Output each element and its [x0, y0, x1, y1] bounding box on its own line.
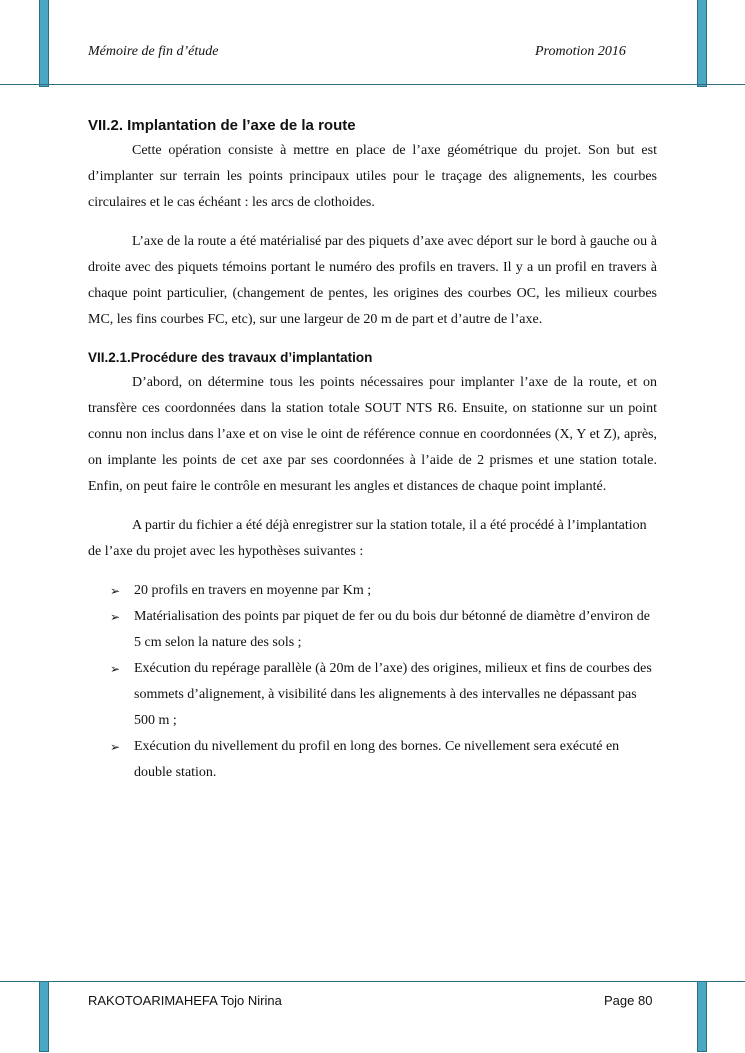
header-right-text: Promotion 2016	[535, 44, 626, 59]
footer-left-bar	[39, 981, 49, 1052]
paragraph: A partir du fichier a été déjà enregistrer sur la station totale, il a été procédé à l’implantation de l’axe du projet avec les hypothèses suivantes :	[88, 518, 647, 559]
list-item-text: Matérialisation des points par piquet de fer ou du bois dur bétonné de diamètre d’environ de 5 cm selon la nature des sols ;	[134, 609, 650, 650]
arrow-bullet-icon: ➢	[110, 610, 121, 624]
list-item	[88, 656, 657, 734]
list-item-text: 20 profils en travers en moyenne par Km ;	[134, 583, 372, 598]
header-left-bar	[39, 0, 49, 87]
list-item-text: Exécution du nivellement du profil en long des bornes. Ce nivellement sera exécuté en double station.	[134, 739, 620, 780]
header-left-text: Mémoire de fin d’étude	[88, 44, 219, 59]
list-item	[88, 578, 657, 604]
footer-page-number: Page 80	[604, 993, 653, 1008]
subsection-title: VII.2.1.Procédure des travaux d’implantation	[88, 350, 373, 365]
list-item-text: Exécution du repérage parallèle (à 20m de l’axe) des origines, milieux et fins de courbes des sommets d’alignement, à visibilité dans les alignements à des intervalles ne dépassant pas 500 m ;	[134, 661, 652, 728]
list-item	[88, 734, 657, 786]
paragraph: Cette opération consiste à mettre en place de l’axe géométrique du projet. Son but est d’implanter sur terrain les points principaux utiles pour le traçage des alignements, les courbes circulaires et le cas échéant : les arcs de clothoides.	[88, 143, 657, 210]
arrow-bullet-icon: ➢	[110, 662, 121, 676]
page-content	[88, 114, 657, 786]
header-rule	[0, 84, 745, 85]
section-title: VII.2. Implantation de l’axe de la route	[88, 117, 356, 134]
arrow-bullet-icon: ➢	[110, 584, 121, 598]
header-right-bar	[697, 0, 707, 87]
paragraph: L’axe de la route a été matérialisé par des piquets d’axe avec déport sur le bord à gauche ou à droite avec des piquets témoins portant le numéro des profils en travers. Il y a un profil en travers à chaque point particulier, (changement de pentes, les origines des courbes OC, les milieux courbes MC, les fins courbes FC, etc), sur une largeur de 20 m de part et d’autre de l’axe.	[88, 234, 657, 327]
footer-author: RAKOTOARIMAHEFA Tojo Nirina	[88, 993, 282, 1008]
footer-right-bar	[697, 981, 707, 1052]
list-item	[88, 604, 657, 656]
arrow-bullet-icon: ➢	[110, 740, 121, 754]
footer-rule	[0, 981, 745, 982]
hypotheses-list	[88, 578, 657, 786]
paragraph: D’abord, on détermine tous les points nécessaires pour implanter l’axe de la route, et on transfère ces coordonnées dans la station totale SOUT NTS R6. Ensuite, on stationne sur un point connu non inclus dans l’axe et on vise le oint de référence connue en coordonnées (X, Y et Z), après, on implante les points de cet axe par ses coordonnées à l’aide de 2 prismes et une station totale. Enfin, on peut faire le contrôle en mesurant les angles et distances de chaque point implanté.	[88, 375, 657, 494]
